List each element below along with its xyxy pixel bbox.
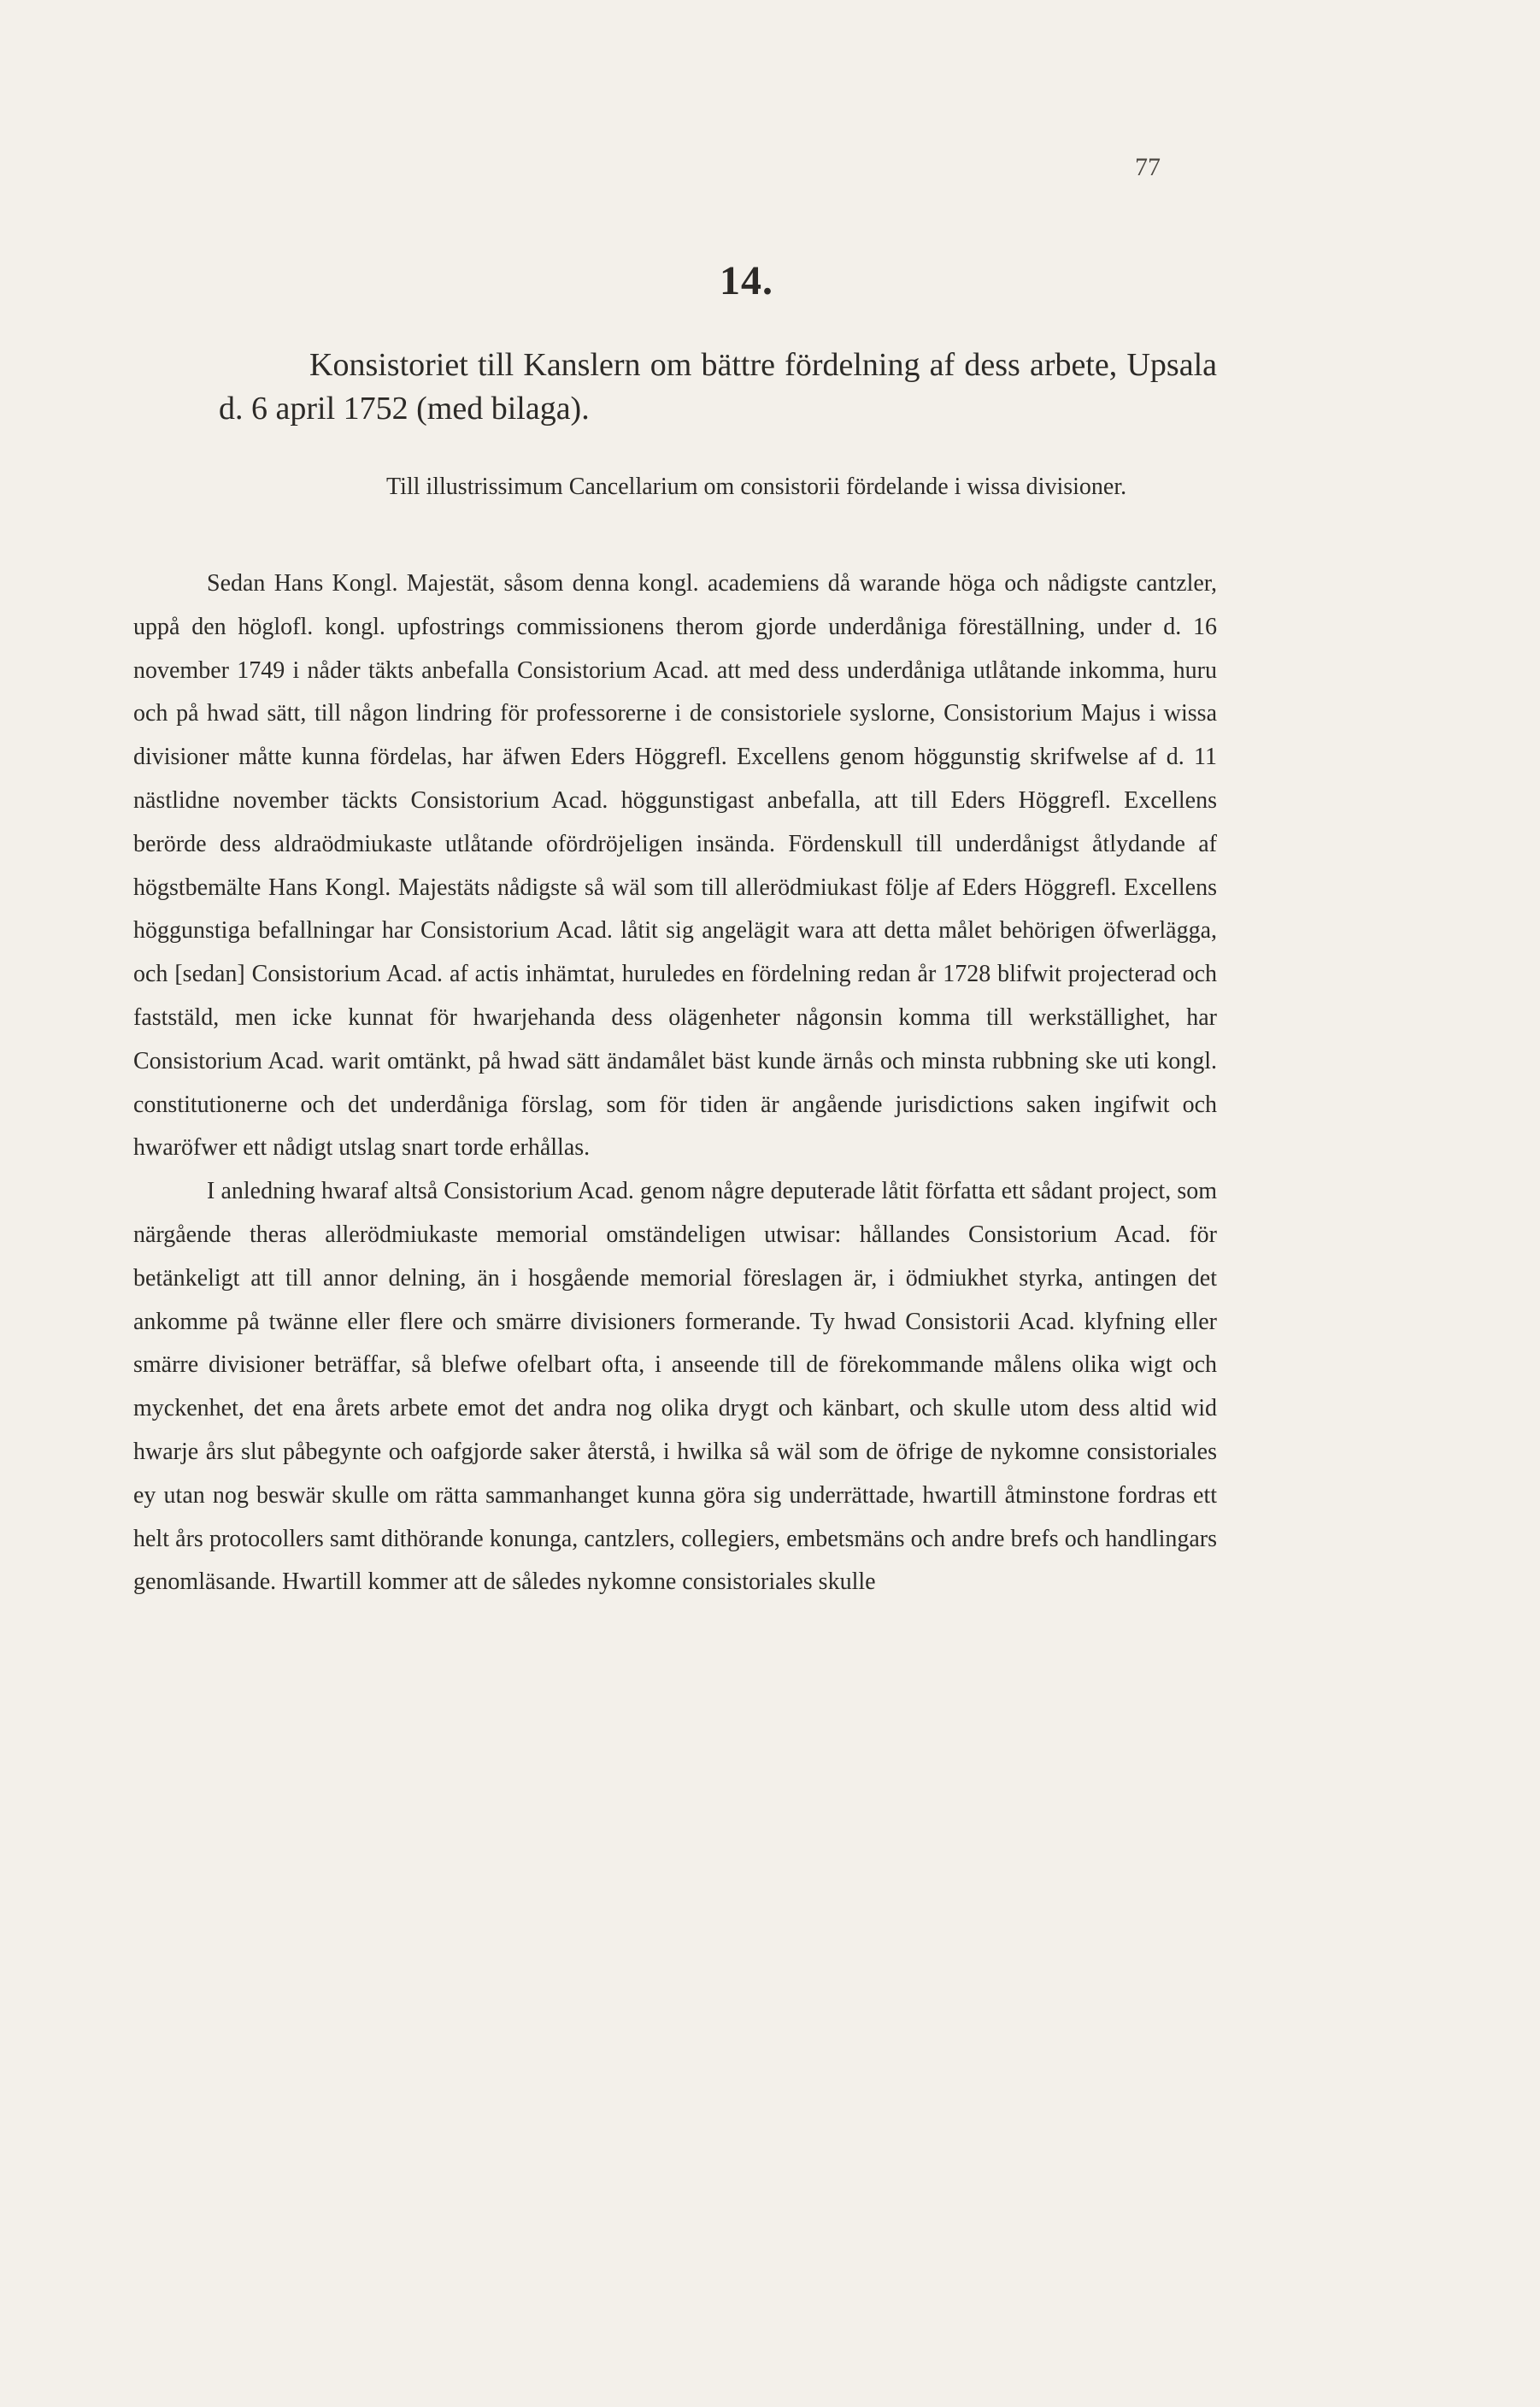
body-paragraph-2: I anledning hwaraf altså Consistorium Acad. genom någre deputerade låtit författa ett sådant project, som närgående theras allerödmiukaste memorial omständeligen utwisar: hållandes Consistorium Acad. för betänkeligt att till annor delning, än i hosgående memorial föreslagen är, i ödmiukhet styrka, antingen det ankomme på twänne eller flere och smärre divisioners formerande. Ty hwad Consistorii Acad. klyfning eller smärre divisioner beträffar, så blefwe ofelbart ofta, i anseende till de förekommande målens olika wigt och myckenhet, det ena årets arbete emot det andra nog olika drygt och känbart, och skulle utom dess altid wid hwarje års slut påbegynte och oafgjorde saker återstå, i hwilka så wäl som de öfrige de nykomne consistoriales ey utan nog beswär skulle om rätta sammanhanget kunna göra sig underrättade, hwartill åtminstone fordras ett helt års protocollers samt dithörande konunga, cantzlers, collegiers, embetsmäns och andre brefs och handlingars genomläsande. Hwartill kommer att de således nykomne consistoriales skulle: [133, 1178, 1217, 1596]
page-number: 77: [1135, 153, 1161, 181]
body-paragraph-1: Sedan Hans Kongl. Majestät, såsom denna kongl. academiens då warande höga och nådigste cantzler, uppå den höglofl. kongl. upfostrings commissionens therom gjorde underdåniga föreställning, under d. 16 november 1749 i nåder täkts anbefalla Consistorium Acad. att med dess underdåniga utlåtande inkomma, huru och på hwad sätt, till någon lindring för professorerne i de consistoriele syslorne, Consistorium Majus i wissa divisioner måtte kunna fördelas, har äfwen Eders Höggrefl. Excellens genom höggunstig skrifwelse af d. 11 nästlidne november täckts Consistorium Acad. höggunstigast anbefalla, att till Eders Höggrefl. Excellens berörde dess aldraödmiukaste utlåtande ofördröjeligen insända. Fördenskull till underdånigst åtlydande af högstbemälte Hans Kongl. Majestäts nådigste så wäl som till allerödmiukast följe af Eders Höggrefl. Excellens höggunstiga befallningar har Consistorium Acad. låtit sig angelägit wara att detta målet behörigen öfwerlägga, och [sedan] Consistorium Acad. af actis inhämtat, huruledes en fördelning redan år 1728 blifwit projecterad och faststäld, men icke kunnat för hwarjehanda dess olägenheter någonsin komma till werkställighet, har Consistorium Acad. warit omtänkt, på hwad sätt ändamålet bäst kunde ärnås och minsta rubbning ske uti kongl. constitutionerne och det underdåniga förslag, som för tiden är angående jurisdictions saken ingifwit och hwaröfwer ett nådigt utslag snart torde erhållas.: [133, 570, 1217, 1162]
document-address: Till illustrissimum Cancellarium om consistorii fördelande i wissa divisioner.: [386, 474, 1127, 500]
document-title: Konsistoriet till Kanslern om bättre fördelning af dess arbete, Upsala d. 6 april 1752 (med bilaga).: [219, 347, 1217, 427]
document-number: 14.: [720, 258, 773, 303]
document-body: [133, 562, 1217, 1604]
